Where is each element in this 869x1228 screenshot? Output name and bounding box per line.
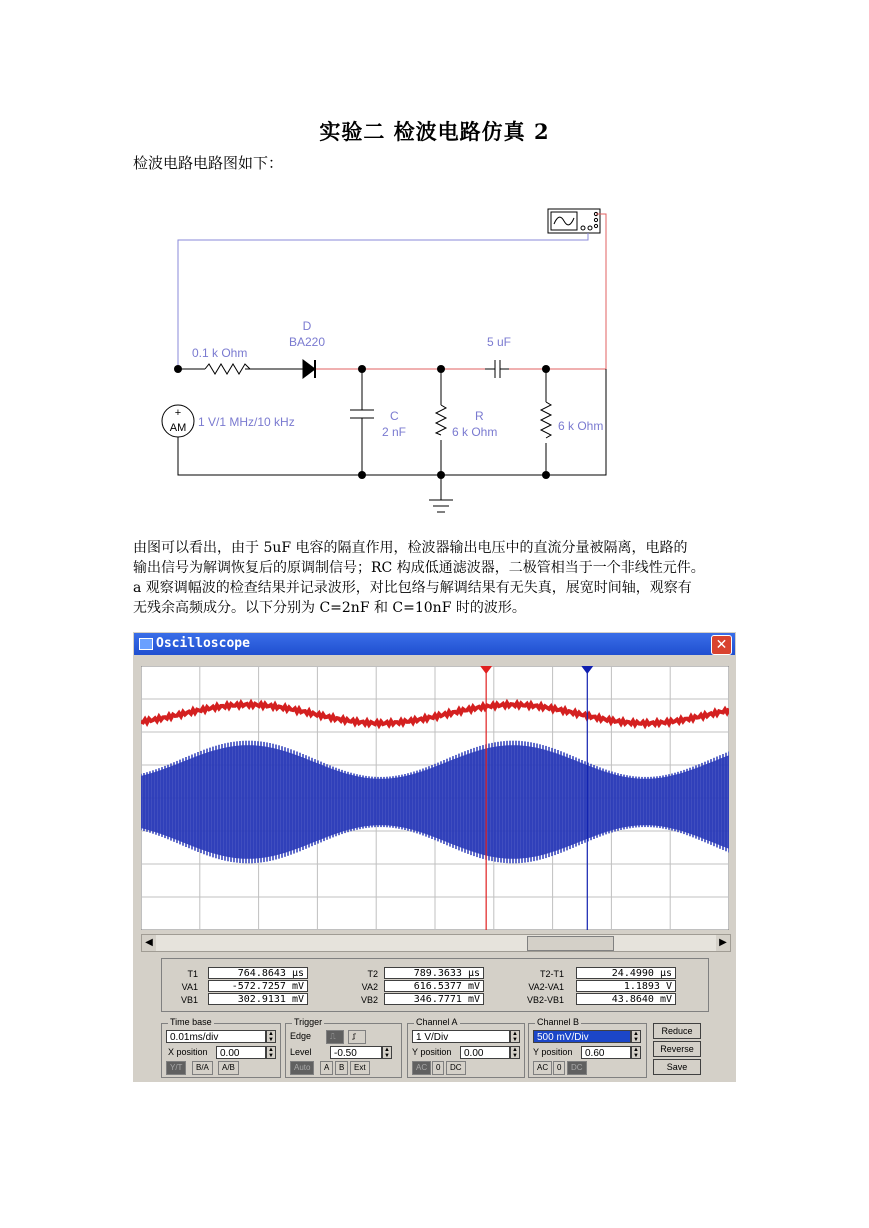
channel-b-ypos-field[interactable]: 0.60 — [581, 1046, 631, 1059]
auto-button[interactable]: Auto — [290, 1061, 314, 1075]
channel-a-zero-button[interactable]: 0 — [432, 1061, 444, 1075]
channel-a-ypos-spinner[interactable]: ▲ ▼ — [510, 1046, 520, 1059]
dt-value: 24.4990 μs — [576, 967, 676, 979]
save-button[interactable]: Save — [653, 1059, 701, 1075]
ba-button[interactable]: B/A — [192, 1061, 213, 1075]
source-plus: + — [174, 407, 182, 419]
oscilloscope-icon — [548, 209, 600, 233]
channel-a-ypos-field[interactable]: 0.00 — [460, 1046, 510, 1059]
t2-value: 789.3633 μs — [384, 967, 484, 979]
yt-button[interactable]: Y/T — [166, 1061, 186, 1075]
channel-b-spinner[interactable]: ▲ ▼ — [631, 1030, 641, 1043]
circuit-diagram — [150, 200, 620, 530]
paragraph-line: 无残余高频成分。以下分别为 C=2nF 和 C=10nF 时的波形。 — [133, 600, 526, 616]
dva-label: VA2-VA1 — [528, 982, 564, 992]
cap-value-label: 2 nF — [382, 425, 407, 439]
resistor-r — [436, 405, 446, 435]
channel-a-scale-field[interactable]: 1 V/Div — [412, 1030, 510, 1043]
channel-b-dc-button[interactable]: DC — [567, 1061, 587, 1075]
dvb-label: VB2-VB1 — [526, 995, 564, 1005]
vb1-label: VB1 — [180, 995, 198, 1005]
timebase-spinner[interactable]: ▲ ▼ — [266, 1030, 276, 1043]
scroll-thumb[interactable] — [527, 936, 614, 951]
channel-a-ac-button[interactable]: AC — [412, 1061, 431, 1075]
t2-label: T2 — [367, 969, 378, 979]
va1-label: VA1 — [181, 982, 198, 992]
paragraph-line: 输出信号为解调恢复后的原调制信号；RC 构成低通滤波器，二极管相当于一个非线性元件。 — [133, 560, 705, 576]
ext-button[interactable]: Ext — [350, 1061, 370, 1075]
coupling-capacitor — [485, 360, 509, 378]
resistor-series — [205, 364, 250, 374]
scroll-right-icon[interactable]: ▶ — [716, 935, 730, 951]
source-label: 1 V/1 MHz/10 kHz — [198, 415, 295, 429]
diode-symbol — [303, 360, 315, 378]
x-position-spinner[interactable]: ▲ ▼ — [266, 1046, 276, 1059]
window-icon — [139, 638, 153, 650]
channel-b-group — [528, 1017, 647, 1078]
timebase-group — [161, 1017, 281, 1078]
trigger-b-button[interactable]: B — [335, 1061, 348, 1075]
scroll-left-icon[interactable]: ◀ — [142, 935, 156, 951]
filter-capacitor — [350, 410, 374, 428]
channel-b-label: Channel B — [537, 1017, 580, 1027]
cap-ref-label: C — [390, 409, 399, 423]
channel-a-group — [407, 1017, 525, 1078]
channel-a-label: Channel A — [416, 1017, 458, 1027]
va1-value: -572.7257 mV — [208, 980, 308, 992]
level-label: Level — [290, 1047, 312, 1057]
va2-label: VA2 — [361, 982, 378, 992]
window-titlebar[interactable] — [134, 633, 735, 655]
dvb-value: 43.8640 mV — [576, 993, 676, 1005]
edge-label: Edge — [290, 1031, 312, 1041]
vb2-label: VB2 — [360, 995, 378, 1005]
scope-screen[interactable] — [141, 666, 729, 930]
level-spinner[interactable]: ▲ ▼ — [382, 1046, 392, 1059]
channel-b-ypos-spinner[interactable]: ▲ ▼ — [631, 1046, 641, 1059]
t1-value: 764.8643 μs — [208, 967, 308, 979]
paragraph-line: 由图可以看出，由于 5uF 电容的隔直作用，检波器输出电压中的直流分量被隔离，电路的 — [133, 540, 688, 556]
va2-value: 616.5377 mV — [384, 980, 484, 992]
res-ref-label: R — [475, 409, 484, 423]
timebase-label: Time base — [170, 1017, 212, 1027]
paragraph-line: a 观察调幅波的检查结果并记录波形，对比包络与解调结果有无失真，展宽时间轴，观察有 — [133, 580, 692, 596]
ab-button[interactable]: A/B — [218, 1061, 239, 1075]
cursor-readout — [161, 958, 709, 1012]
t1-label: T1 — [187, 969, 198, 979]
rising-edge-icon[interactable]: ⎍ — [326, 1030, 344, 1044]
channel-b-ypos-label: Y position — [533, 1047, 573, 1057]
vb2-value: 346.7771 mV — [384, 993, 484, 1005]
close-button[interactable]: ✕ — [711, 635, 732, 655]
channel-a-spinner[interactable]: ▲ ▼ — [510, 1030, 520, 1043]
channel-a-dc-button[interactable]: DC — [446, 1061, 466, 1075]
reverse-button[interactable]: Reverse — [653, 1041, 701, 1057]
resistor-load — [541, 402, 551, 438]
timebase-field[interactable]: 0.01ms/div — [166, 1030, 266, 1043]
dt-label: T2-T1 — [539, 969, 564, 979]
channel-b-scale-field[interactable]: 500 mV/Div — [533, 1030, 631, 1043]
reduce-button[interactable]: Reduce — [653, 1023, 701, 1039]
channel-b-zero-button[interactable]: 0 — [553, 1061, 565, 1075]
trigger-group — [285, 1017, 402, 1078]
falling-edge-icon[interactable]: ⎎ — [348, 1030, 366, 1044]
channel-a-ypos-label: Y position — [412, 1047, 452, 1057]
page-title: 实验二 检波电路仿真 2 — [319, 119, 550, 144]
load-res-label: 6 k Ohm — [558, 419, 604, 433]
coupling-cap-label: 5 uF — [486, 335, 512, 349]
ground-symbol — [429, 500, 453, 512]
diode-ref-label: D — [302, 319, 312, 333]
x-position-field[interactable]: 0.00 — [216, 1046, 266, 1059]
window-title: Oscilloscope — [156, 636, 250, 651]
oscilloscope-window — [133, 632, 736, 1082]
intro-text: 检波电路电路图如下： — [133, 154, 284, 172]
diode-model-label: BA220 — [288, 335, 326, 349]
x-position-label: X position — [168, 1047, 208, 1057]
level-field[interactable]: -0.50 — [330, 1046, 382, 1059]
dva-value: 1.1893 V — [576, 980, 676, 992]
horizontal-scrollbar[interactable] — [141, 934, 731, 952]
description-paragraph — [133, 538, 739, 618]
channel-b-ac-button[interactable]: AC — [533, 1061, 552, 1075]
trigger-label: Trigger — [294, 1017, 323, 1027]
res-value-label: 6 k Ohm — [452, 425, 498, 439]
source-symbol: AM — [169, 422, 187, 434]
vb1-value: 302.9131 mV — [208, 993, 308, 1005]
trigger-a-button[interactable]: A — [320, 1061, 333, 1075]
series-res-label: 0.1 k Ohm — [192, 346, 248, 360]
